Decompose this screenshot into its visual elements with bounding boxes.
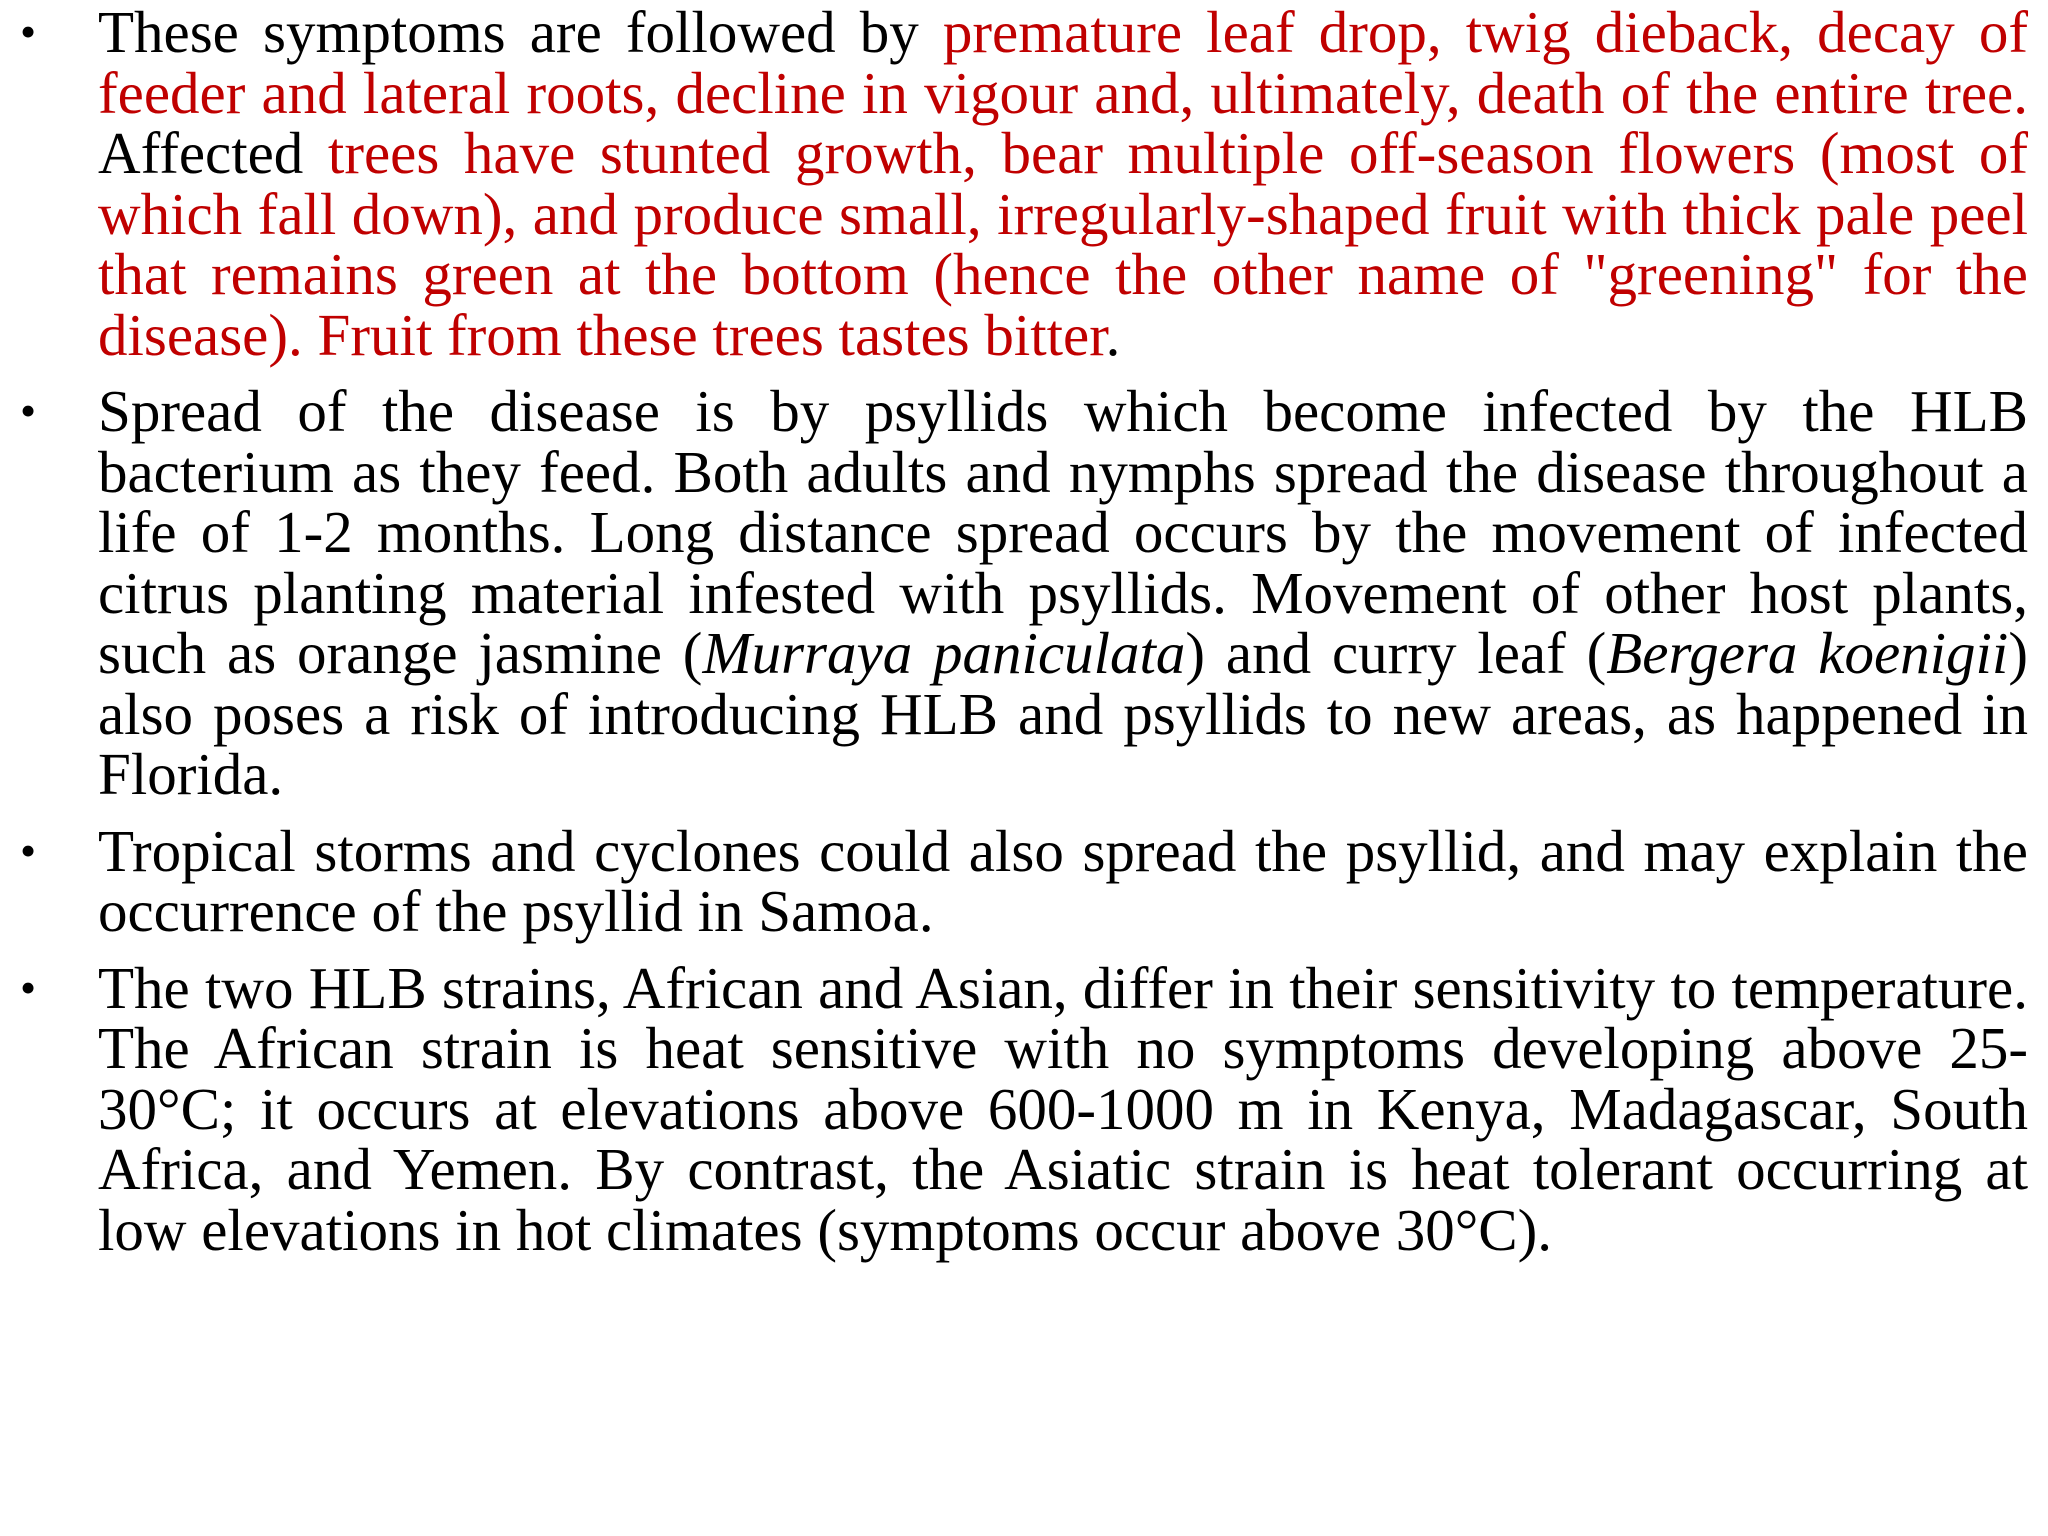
bullet-dot-icon: • (20, 385, 37, 436)
species-bergera: Bergera koenigii (1606, 620, 2009, 686)
symptoms-period: . (1105, 301, 1121, 368)
storms-text: Tropical storms and cyclones could also spread the psyllid, and may explain the occurrence of the psyllid in Samoa. (98, 817, 2028, 944)
bullet-storms (18, 817, 2028, 944)
species-murraya: Murraya paniculata (702, 620, 1186, 686)
symptoms-fruit-highlight: trees have stunted growth, bear multiple off-season flowers (most of which fall down), and produce small, irregularly-shaped fruit with thick pale peel that remains green at the bottom (hence the other name of "greening" for the disease). Fruit from these trees tastes bitter (98, 120, 2028, 368)
bullet-strains (18, 954, 2028, 1263)
bullet-symptoms (18, 0, 2028, 368)
bullet-list (18, 2, 2028, 1276)
spread-curry-text: ) and curry leaf ( (1185, 620, 1607, 686)
bullet-dot-icon: • (20, 961, 37, 1013)
symptoms-decline-highlight: premature leaf drop, twig dieback, decay of feeder and lateral roots, decline in vigour and, ultimately, death of the entire tree. (98, 0, 2028, 126)
spread-florida-text: ) also poses a risk of introducing HLB and psyllids to new areas, as happened in Florida. (98, 620, 2028, 807)
spread-text: Spread of the disease is by psyllids which become infected by the HLB bacterium as they feed. Both adults and nymphs spread the disease throughout a life of 1-2 months. Long distance spread occurs by the movement of infected citrus planting material infested with psyllids. Movement of other host plants, such as orange jasmine ( (98, 378, 2028, 686)
strains-text: The two HLB strains, African and Asian, differ in their sensitivity to temperature. The African strain is heat sensitive with no symptoms developing above 25-30°C; it occurs at elevations above 600-1000 m in Kenya, Madagascar, South Africa, and Yemen. By contrast, the Asiatic strain is heat tolerant occurring at low elevations in hot climates (symptoms occur above 30°C). (98, 954, 2028, 1263)
bullet-dot-icon: • (20, 6, 37, 57)
symptoms-intro-text: These symptoms are followed by (98, 0, 943, 65)
symptoms-affected-text: Affected (98, 120, 328, 186)
bullet-dot-icon: • (20, 824, 37, 876)
bullet-spread (18, 378, 2028, 807)
